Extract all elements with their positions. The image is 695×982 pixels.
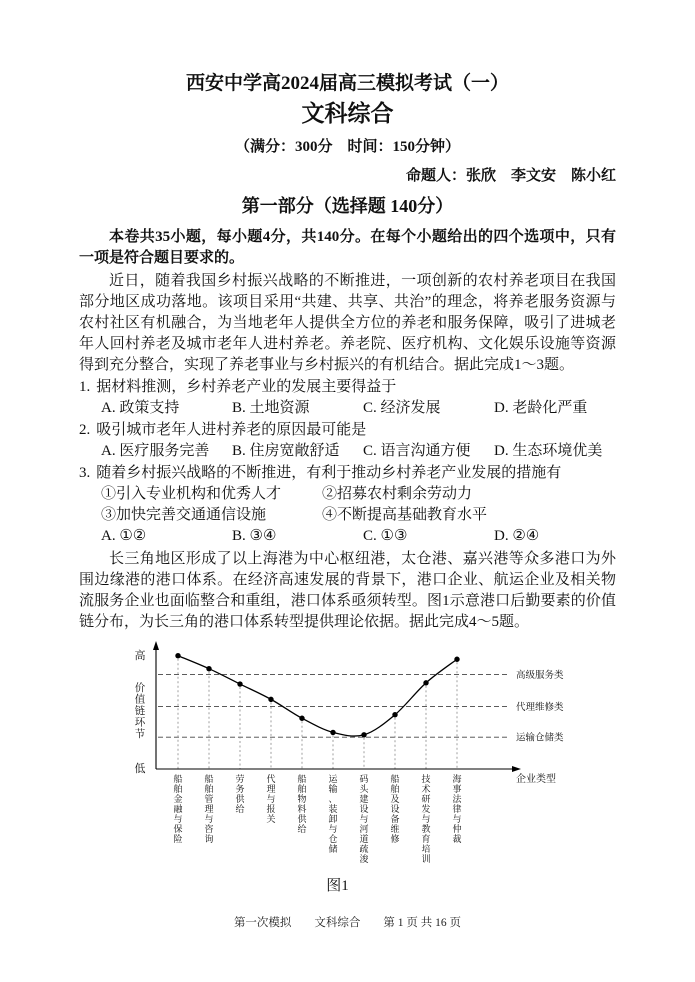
question-stem: [79, 463, 616, 484]
question-stem-text: 据材料推测，乡村养老产业的发展主要得益于: [96, 379, 397, 395]
question-sub-items: [79, 484, 616, 505]
option-d: D. ②④: [494, 528, 540, 544]
svg-text:船舶及设备维修: 船舶及设备维修: [389, 774, 400, 844]
figure-caption: 图1: [326, 878, 349, 894]
svg-text:技术研发与教育培训: 技术研发与教育培训: [420, 774, 431, 864]
question-number: 1.: [79, 379, 91, 395]
svg-text:船舶物料供给: 船舶物料供给: [296, 774, 307, 834]
figure-1: [79, 639, 616, 897]
exam-authors: 命题人：张欣 李文安 陈小红: [405, 168, 616, 184]
option-b: B. 住房宽敞舒适: [232, 443, 340, 459]
question-stem: [79, 420, 616, 441]
exam-instructions: 本卷共35小题，每小题4分，共140分。在每个小题给出的四个选项中，只有一项是符合题目要求的。: [79, 229, 616, 266]
svg-text:低: 低: [134, 763, 145, 775]
svg-text:运输、装卸与仓储: 运输、装卸与仓储: [327, 774, 338, 854]
svg-text:运输仓储类: 运输仓储类: [515, 733, 564, 744]
svg-text:代理与报关: 代理与报关: [265, 774, 276, 824]
svg-text:船舶管理与咨询: 船舶管理与咨询: [203, 774, 214, 844]
svg-text:高: 高: [134, 650, 145, 662]
option-b: B. 土地资源: [232, 400, 310, 416]
question-stem: [79, 377, 616, 398]
question-sub-items: [79, 505, 616, 526]
svg-text:海事法律与仲裁: 海事法律与仲裁: [451, 774, 462, 844]
question-options: [79, 526, 616, 547]
section-title: 第一部分（选择题 140分）: [241, 196, 454, 216]
sub-item-2: ②招募农村剩余劳动力: [322, 486, 473, 502]
option-b: B. ③④: [232, 528, 277, 544]
svg-text:代理维修类: 代理维修类: [515, 702, 564, 713]
option-c: C. 语言沟通方便: [363, 443, 471, 459]
page-footer: 第一次模拟 文科综合 第 1 页 共 16 页: [233, 917, 462, 929]
sub-item-1: ①引入专业机构和优秀人才: [101, 486, 282, 502]
exam-subject: 文科综合: [301, 101, 394, 126]
option-a: A. 医疗服务完善: [101, 443, 210, 459]
option-a: A. ①②: [101, 528, 147, 544]
svg-text:码头建设与河道疏浚: 码头建设与河道疏浚: [358, 774, 369, 864]
question-number: 2.: [79, 422, 91, 438]
passage-1: 近日，随着我国乡村振兴战略的不断推进，一项创新的农村养老项目在我国部分地区成功落地。该项目采用“共建、共享、共治”的理念，将养老服务资源与农村社区有机融合，为当地老年人提供全方位的养老和服务保障，吸引了进城老年人回村养老及城市老年人进村养老。养老院、医疗机构、文化娱乐设施等资源得到充分整合，实现了养老事业与乡村振兴的有机结合。据此完成1～3题。: [79, 273, 616, 373]
svg-text:船舶金融与保险: 船舶金融与保险: [172, 774, 183, 844]
passage-2: 长三角地区形成了以上海港为中心枢纽港，太仓港、嘉兴港等众多港口为外围边缘港的港口体系。在经济高速发展的背景下，港口企业、航运企业及相关物流服务企业也面临整合和重组，港口体系亟须转型。图1示意港口后勤要素的价值链分布，为长三角的港口体系转型提供理论依据。据此完成4～5题。: [79, 551, 616, 630]
question-2: [79, 420, 616, 462]
option-c: C. 经济发展: [363, 400, 441, 416]
svg-text:企业类型: 企业类型: [515, 774, 556, 785]
sub-item-4: ④不断提高基础教育水平: [322, 507, 488, 523]
option-d: D. 生态环境优美: [494, 443, 603, 459]
question-number: 3.: [79, 465, 91, 481]
exam-meta: （满分：300分 时间：150分钟）: [234, 139, 460, 155]
option-c: C. ①③: [363, 528, 408, 544]
question-options: [79, 398, 616, 419]
sub-item-3: ③加快完善交通通信设施: [101, 507, 267, 523]
question-stem-text: 吸引城市老年人进村养老的原因最可能是: [96, 422, 367, 438]
question-3: [79, 463, 616, 547]
question-1: [79, 377, 616, 419]
exam-page: [79, 0, 616, 934]
option-d: D. 老龄化严重: [494, 400, 588, 416]
option-a: A. 政策支持: [101, 400, 180, 416]
value-chain-chart: [118, 639, 578, 874]
question-stem-text: 随着乡村振兴战略的不断推进，有利于推动乡村养老产业发展的措施有: [96, 465, 562, 481]
svg-text:劳务供给: 劳务供给: [234, 774, 245, 814]
svg-text:价值链环节: 价值链环节: [134, 683, 145, 740]
svg-text:高级服务类: 高级服务类: [515, 671, 564, 682]
question-options: [79, 441, 616, 462]
exam-title: 西安中学高2024届高三模拟考试（一）: [185, 73, 509, 94]
